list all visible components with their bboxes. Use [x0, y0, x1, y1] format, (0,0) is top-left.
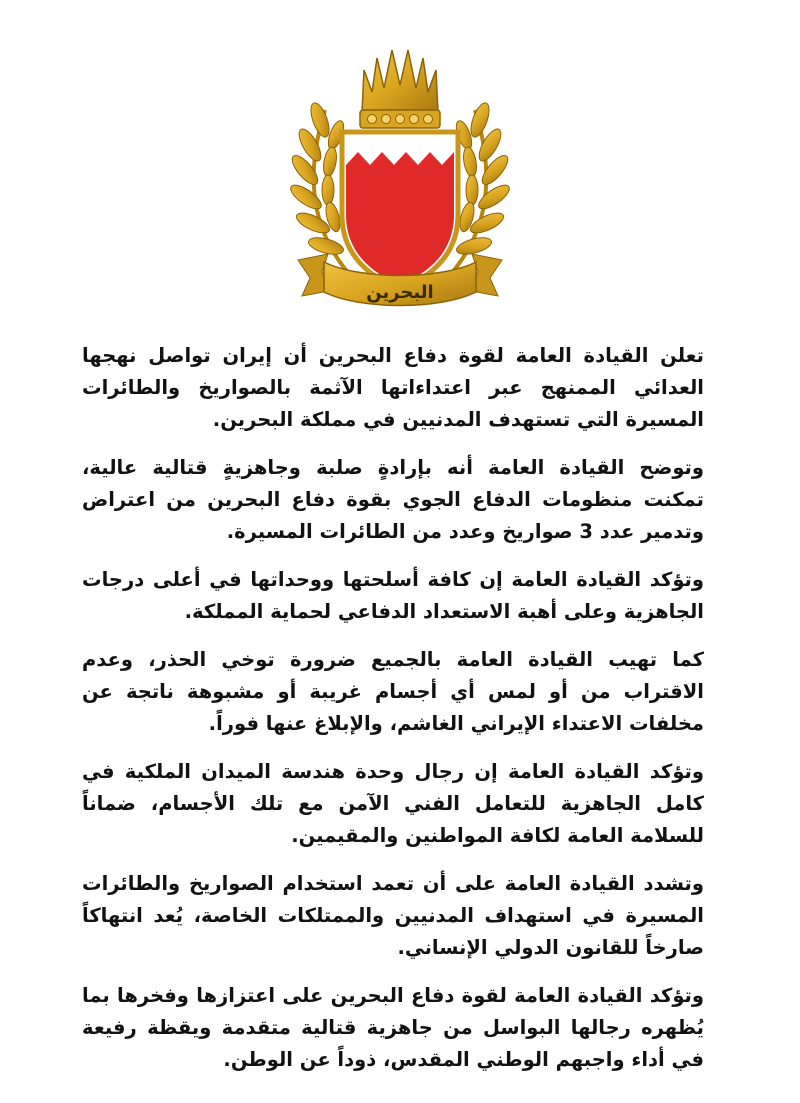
emblem-graphic: [280, 40, 520, 320]
paragraph-engineering-unit: وتؤكد القيادة العامة إن رجال وحدة هندسة الميدان الملكية في كامل الجاهزية للتعامل الفني الآمن مع تلك الأجسام، ضماناً للسلامة العامة لكافة المواطنين والمقيمين.: [82, 760, 704, 847]
paragraph-readiness: وتؤكد القيادة العامة إن كافة أسلحتها ووحداتها في أعلى درجات الجاهزية وعلى أهبة الاستعداد الدفاعي لحماية المملكة.: [82, 568, 704, 623]
paragraph-announcement: تعلن القيادة العامة لقوة دفاع البحرين أن إيران تواصل نهجها العدائي الممنهج عبر اعتداءاتها الآثمة بالصواريخ والطائرات المسيرة التي تستهدف المدنيين في مملكة البحرين.: [82, 344, 704, 431]
paragraph-air-defence: وتوضح القيادة العامة أنه بإرادةٍ صلبة وجاهزيةٍ قتالية عالية، تمكنت منظومات الدفاع الجوي بقوة دفاع البحرين من اعتراض وتدمير عدد 3 صواريخ وعدد من الطائرات المسيرة.: [82, 456, 704, 543]
paragraph-pride: وتؤكد القيادة العامة لقوة دفاع البحرين على اعتزازها وفخرها بما يُظهره رجالها البواسل من جاهزية قتالية متقدمة ويقظة رفيعة في أداء واجبهم الوطني المقدس، ذوداً عن الوطن.: [82, 984, 704, 1071]
paragraph-caution: كما تهيب القيادة العامة بالجميع ضرورة توخي الحذر، وعدم الاقتراب من أو لمس أي أجسام غريبة أو مشبوهة ناتجة عن مخلفات الاعتداء الإيراني الغاشم، والإبلاغ عنها فوراً.: [82, 648, 704, 735]
statement-body: [82, 340, 704, 1092]
crown-icon: [360, 50, 440, 128]
bahrain-defence-force-emblem: [280, 40, 520, 320]
paragraph-condemnation: وتشدد القيادة العامة على أن تعمد استخدام الصواريخ والطائرات المسيرة في استهداف المدنيين والممتلكات الخاصة، يُعد انتهاكاً صارخاً للقانون الدولي الإنساني.: [82, 872, 704, 959]
flag-shield-icon: [342, 132, 458, 288]
banner-text: البحرين: [366, 282, 434, 303]
